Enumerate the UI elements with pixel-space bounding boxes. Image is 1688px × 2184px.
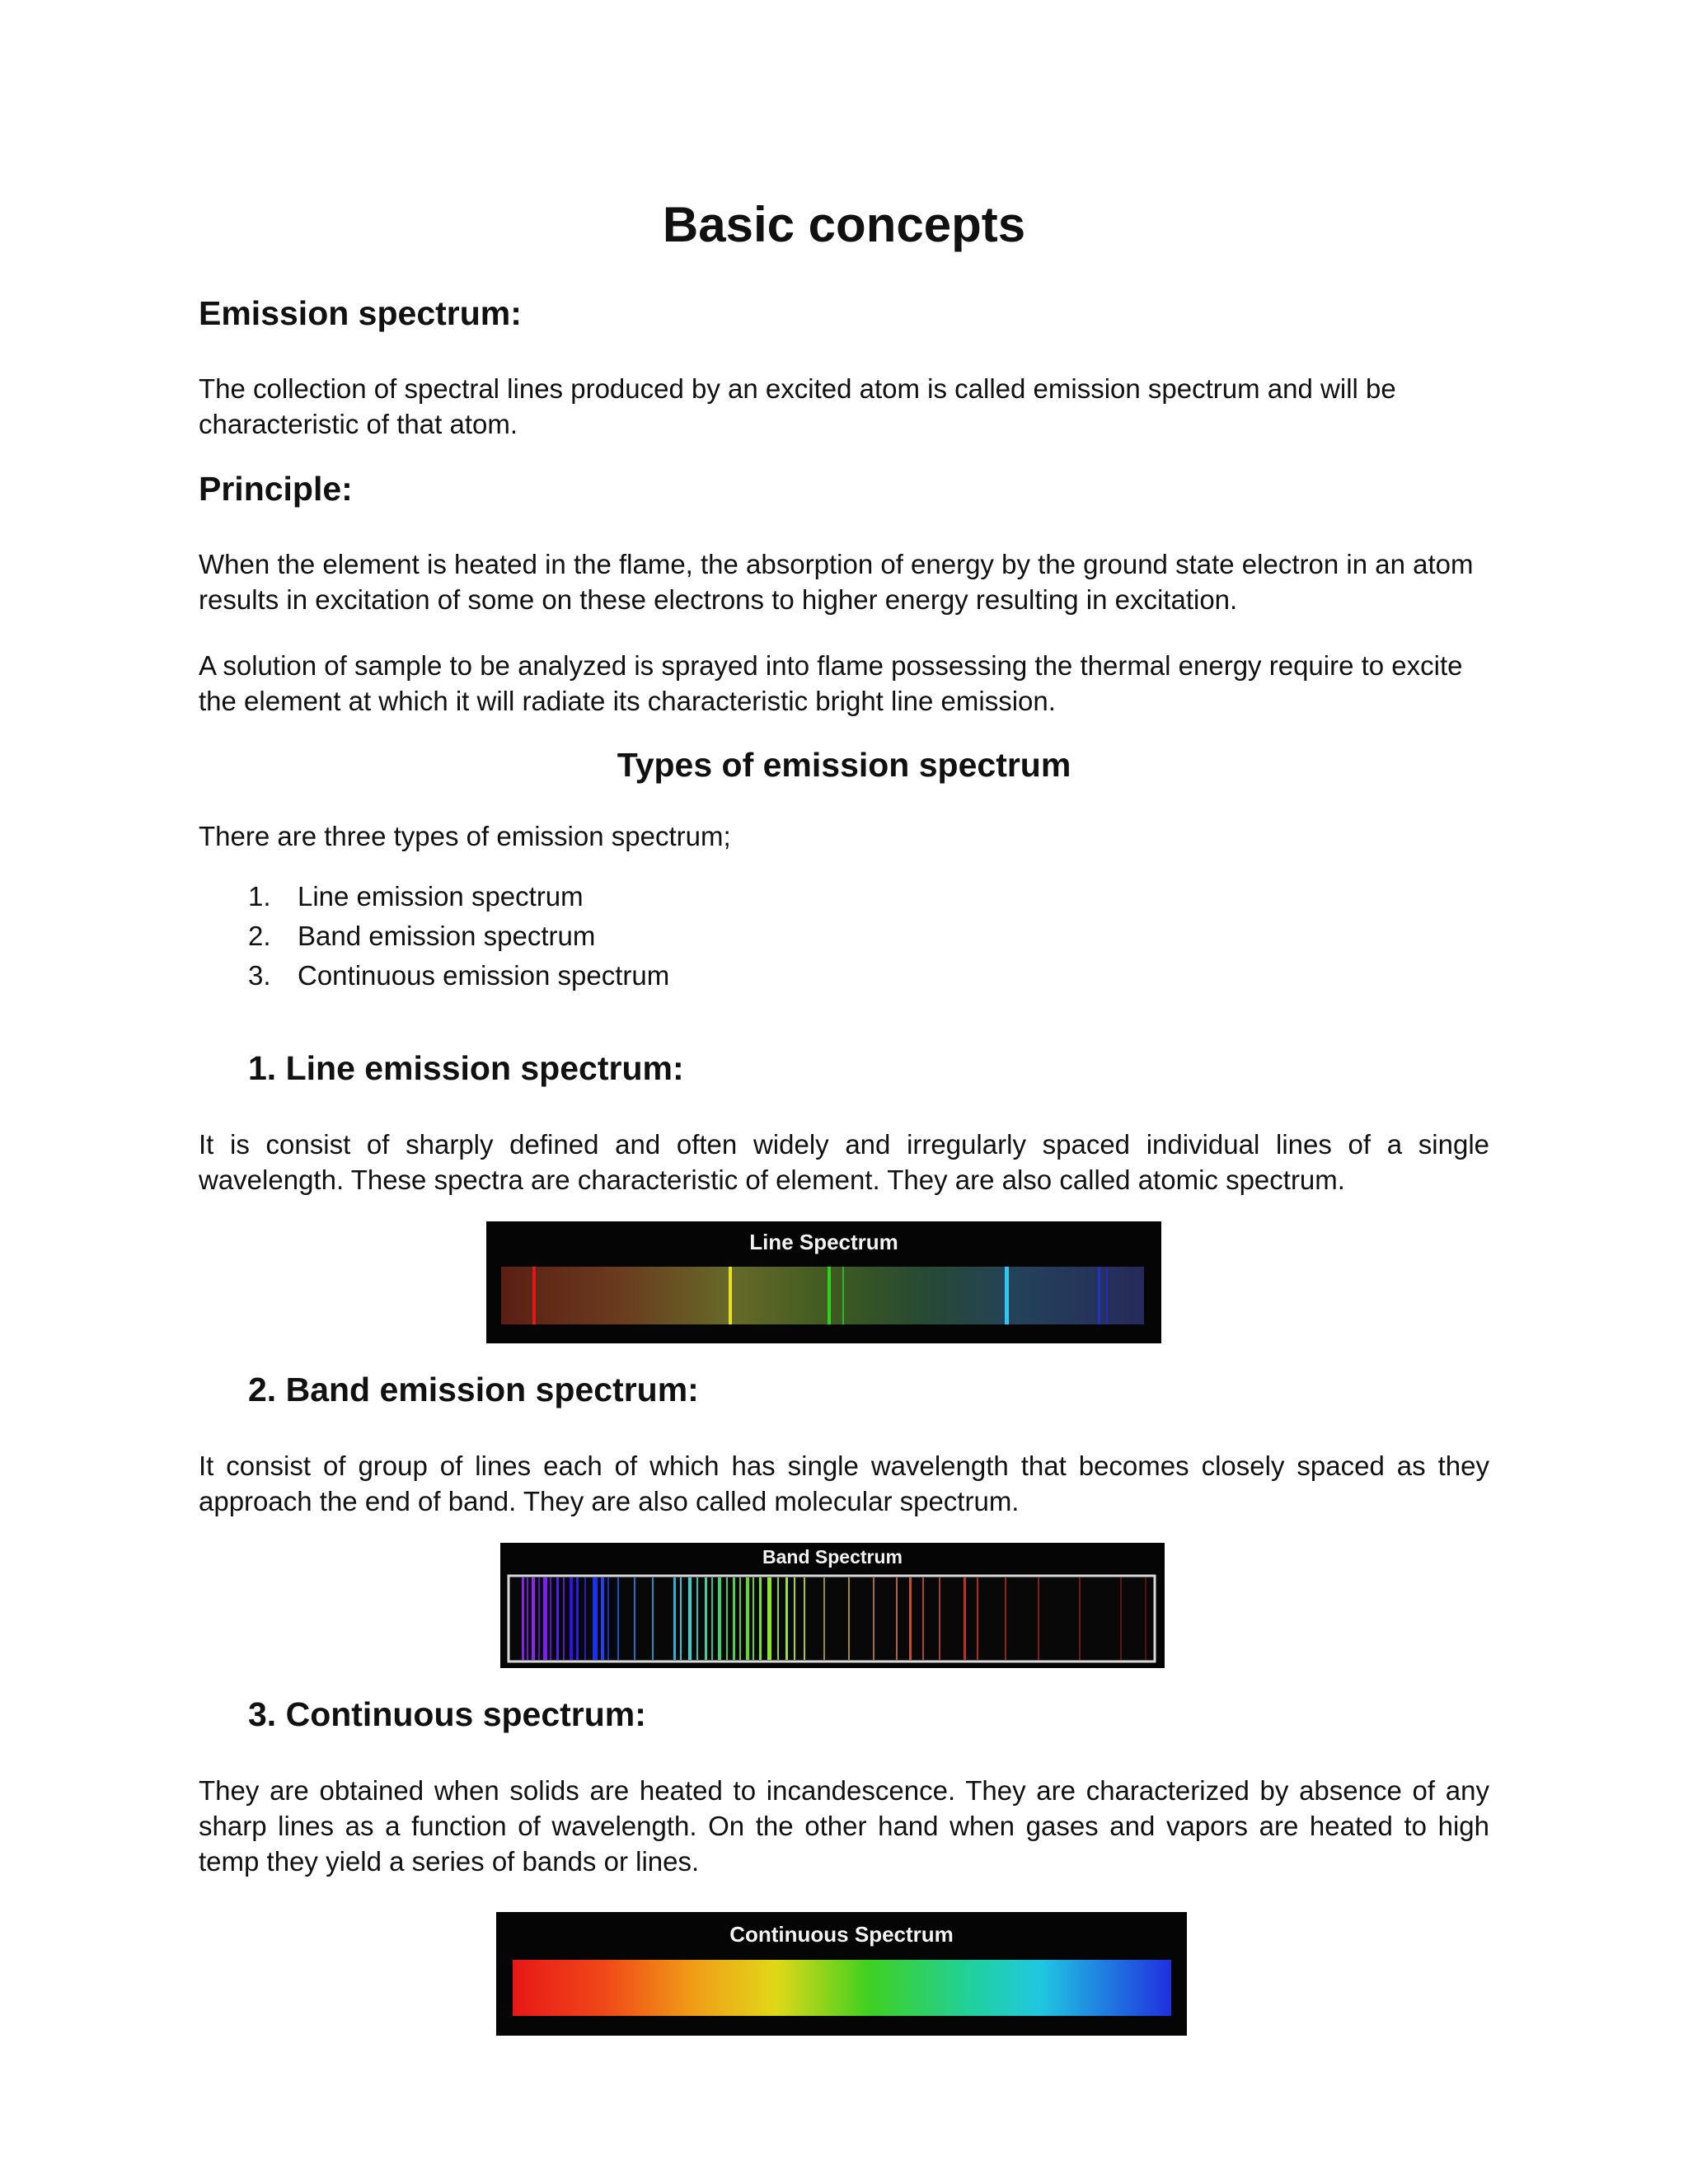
band-stripe [1145, 1577, 1146, 1660]
band-stripe [563, 1577, 565, 1660]
list-label: Continuous emission spectrum [298, 960, 670, 991]
band-stripe [652, 1577, 654, 1660]
band-spectrum-label: Band Spectrum [762, 1546, 903, 1568]
band-stripe [584, 1577, 586, 1660]
band-stripe [532, 1577, 535, 1660]
band-stripe [556, 1577, 559, 1660]
band-stripe [726, 1577, 728, 1660]
types-intro: There are three types of emission spectrum; [199, 821, 731, 851]
band-stripe [753, 1577, 754, 1660]
band-stripe [733, 1577, 735, 1660]
band-stripe [570, 1577, 573, 1660]
line-spectrum-figure [486, 1221, 1161, 1343]
band-stripe [739, 1577, 741, 1660]
band-stripe [576, 1577, 579, 1660]
continuous-heading: 3. Continuous spectrum: [248, 1695, 646, 1733]
continuous-spectrum-label: Continuous Spectrum [729, 1922, 954, 1947]
band-stripe [718, 1577, 721, 1660]
band-stripe [785, 1577, 788, 1660]
types-heading: Types of emission spectrum [617, 746, 1071, 784]
band-spectrum-figure [500, 1543, 1165, 1668]
band-spectrum-image [500, 1543, 1165, 1668]
list-label: Line emission spectrum [298, 881, 584, 912]
line-paragraph: It is consist of sharply defined and often widely and irregularly spaced individual lines of a single wavelength. These spectra are characteristic of element. They are also called atomic spectrum. [199, 1129, 1489, 1195]
band-stripe [522, 1577, 524, 1660]
band-stripe [1005, 1577, 1006, 1660]
list-label: Band emission spectrum [298, 921, 596, 951]
band-stripe [617, 1577, 619, 1660]
band-stripe [593, 1577, 598, 1660]
band-stripe [873, 1577, 874, 1660]
principle-paragraph-1: When the element is heated in the flame, the absorption of energy by the ground state electron in an atom results in excitation of some on these electrons to higher energy resulting in excitation. [199, 549, 1474, 615]
band-stripe [977, 1577, 978, 1660]
band-stripe [550, 1577, 551, 1660]
line-spectrum-image [486, 1221, 1161, 1343]
band-stripe [848, 1577, 850, 1660]
band-stripe [634, 1577, 635, 1660]
principle-paragraph-2: A solution of sample to be analyzed is sprayed into flame possessing the thermal energy require to excite the element at which it will radiate its characteristic bright line emission. [199, 650, 1463, 716]
list-number: 1. [248, 881, 271, 912]
page-title: Basic concepts [662, 197, 1026, 252]
line-heading: 1. Line emission spectrum: [248, 1049, 684, 1087]
band-stripe [1079, 1577, 1081, 1660]
band-stripe [964, 1577, 966, 1660]
band-stripe [823, 1577, 825, 1660]
band-stripe [794, 1577, 795, 1660]
list-item [199, 916, 669, 956]
line-spectrum-label: Line Spectrum [749, 1230, 898, 1254]
band-stripe [527, 1577, 528, 1660]
band-stripe [705, 1577, 707, 1660]
continuous-spectrum-image [496, 1912, 1187, 2036]
emission-heading: Emission spectrum: [199, 294, 522, 332]
band-stripe [696, 1577, 698, 1660]
band-stripe [673, 1577, 676, 1660]
band-stripe [909, 1577, 912, 1660]
band-stripe [680, 1577, 682, 1660]
band-stripe [804, 1577, 805, 1660]
band-stripe [896, 1577, 898, 1660]
band-stripe [1120, 1577, 1122, 1660]
list-number: 2. [248, 921, 271, 951]
band-stripe [607, 1577, 609, 1660]
band-stripe [538, 1577, 540, 1660]
emission-paragraph: The collection of spectral lines produced by an excited atom is called emission spectrum and will be characteristic of that atom. [199, 373, 1396, 439]
band-stripe [711, 1577, 713, 1660]
types-list [199, 877, 669, 996]
list-item [199, 877, 669, 916]
list-item [199, 956, 669, 996]
principle-heading: Principle: [199, 470, 353, 508]
band-stripe [777, 1577, 779, 1660]
band-stripe [688, 1577, 692, 1660]
band-stripe [922, 1577, 924, 1660]
band-stripe [767, 1577, 771, 1660]
band-paragraph: It consist of group of lines each of which has single wavelength that becomes closely spaced as they approach the end of band. They are also called molecular spectrum. [199, 1451, 1489, 1516]
band-heading: 2. Band emission spectrum: [248, 1371, 699, 1408]
band-stripe [746, 1577, 749, 1660]
band-stripe [1038, 1577, 1039, 1660]
continuous-paragraph: They are obtained when solids are heated to incandescence. They are characterized by absence of any sharp lines as a function of wavelength. On the other hand when gases and vapors are heated to high temp they yield a series of bands or lines. [199, 1775, 1489, 1877]
continuous-spectrum-figure [496, 1912, 1187, 2036]
band-stripe [543, 1577, 547, 1660]
list-number: 3. [248, 960, 271, 991]
band-stripe [601, 1577, 604, 1660]
band-stripe [759, 1577, 762, 1660]
band-stripe [939, 1577, 940, 1660]
